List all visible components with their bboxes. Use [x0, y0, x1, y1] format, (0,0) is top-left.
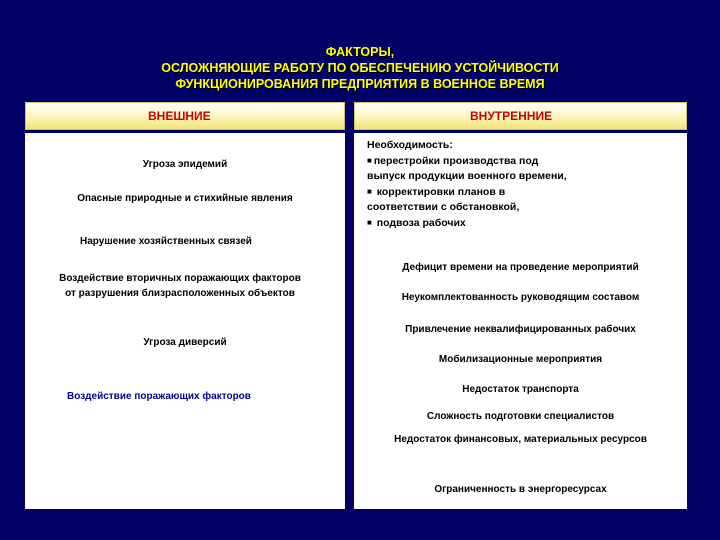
- internal-factor: Недостаток финансовых, материальных ресурсов: [394, 434, 647, 445]
- necessity-line: ■ корректировки планов в: [367, 186, 506, 198]
- necessity-line: ■ перестройки производства под: [367, 155, 539, 167]
- internal-factor: Ограниченность в энергоресурсах: [434, 484, 607, 495]
- external-factor-highlighted: Воздействие поражающих факторов: [67, 391, 251, 402]
- external-factor: Угроза диверсий: [143, 337, 227, 348]
- slide-title: [0, 44, 720, 92]
- title-line-2: ОСЛОЖНЯЮЩИЕ РАБОТУ ПО ОБЕСПЕЧЕНИЮ УСТОЙЧИВОСТИ: [161, 61, 559, 75]
- internal-factor: Привлечение неквалифицированных рабочих: [405, 324, 636, 335]
- necessity-line: соответствии с обстановкой,: [367, 201, 520, 213]
- external-factor: Воздействие вторичных поражающих факторов: [59, 273, 301, 284]
- bullet-square-icon: ■: [367, 187, 372, 196]
- internal-factor: Дефицит времени на проведение мероприятий: [402, 262, 639, 273]
- internal-factors-panel: [354, 133, 687, 509]
- title-line-3: ФУНКЦИОНИРОВАНИЯ ПРЕДПРИЯТИЯ В ВОЕННОЕ ВРЕМЯ: [175, 77, 545, 91]
- external-factor: Угроза эпидемий: [142, 159, 228, 170]
- necessity-block: [367, 138, 567, 231]
- necessity-line: ■ подвоза рабочих: [367, 217, 466, 229]
- internal-factor: Неукомплектованность руководящим составом: [401, 292, 640, 303]
- internal-factor: Недостаток транспорта: [462, 384, 579, 395]
- necessity-label: Необходимость:: [367, 139, 453, 151]
- necessity-line: выпуск продукции военного времени,: [367, 170, 567, 182]
- title-line-1: ФАКТОРЫ,: [325, 45, 395, 59]
- internal-header: ВНУТРЕННИЕ: [354, 102, 687, 130]
- bullet-square-icon: ■: [367, 156, 372, 165]
- external-factor: Нарушение хозяйственных связей: [80, 236, 252, 247]
- external-factor: Опасные природные и стихийные явления: [77, 193, 293, 204]
- internal-factor: Сложность подготовки специалистов: [426, 411, 615, 422]
- internal-factor: Мобилизационные мероприятия: [438, 354, 603, 365]
- external-factors-panel: [25, 133, 345, 509]
- external-header: ВНЕШНИЕ: [25, 102, 345, 130]
- external-factor-continued: от разрушения близрасположенных объектов: [65, 288, 295, 299]
- bullet-square-icon: ■: [367, 218, 372, 227]
